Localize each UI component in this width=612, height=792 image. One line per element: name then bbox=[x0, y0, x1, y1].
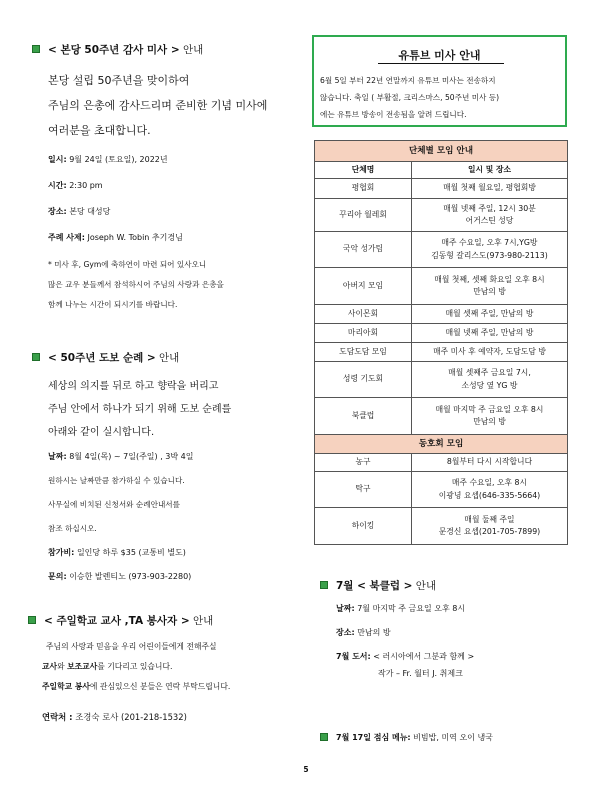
book-club-date-label: 날짜: bbox=[336, 604, 355, 613]
pilgrimage-detail-1: 원하시는 날짜만큼 참가하실 수 있습니다. bbox=[48, 476, 185, 485]
group-name: 마리아회 bbox=[315, 324, 412, 343]
pilgrimage-title bbox=[32, 350, 179, 365]
club-schedule bbox=[412, 454, 568, 472]
sunday-school-and: 와 bbox=[57, 662, 68, 671]
anniversary-date-value: 9월 24일 (토요일), 2022년 bbox=[69, 155, 168, 164]
sunday-school-contact bbox=[42, 711, 187, 723]
pilgrimage-detail-2: 사무실에 비치된 신청서와 순례안내서를 bbox=[48, 500, 180, 509]
anniversary-intro-1: 본당 설립 50주년을 맞이하여 bbox=[48, 74, 190, 87]
schedule-line: 매월 셋째 주일, 만남의 방 bbox=[445, 308, 534, 318]
anniversary-intro-3: 여러분을 초대합니다. bbox=[48, 124, 151, 137]
pilgrimage-title-text: < 50주년 도보 순례 > bbox=[48, 352, 156, 364]
anniversary-mass-title-suffix: 안내 bbox=[182, 44, 204, 56]
pilgrimage-date bbox=[48, 451, 193, 462]
anniversary-celebrant bbox=[48, 232, 183, 243]
group-schedule bbox=[412, 179, 568, 199]
group-schedule bbox=[412, 343, 568, 362]
schedule-line: 매주 미사 후 예약자, 도담도담 방 bbox=[433, 346, 546, 356]
group-name: 꾸리아 월레회 bbox=[315, 199, 412, 232]
schedule-line: 문경신 요셉(201-705-7899) bbox=[438, 527, 541, 536]
pilgrimage-date-value: 8월 4일(목) ~ 7일(주일) , 3박 4일 bbox=[69, 452, 194, 461]
group-schedule bbox=[412, 398, 568, 435]
schedule-line: 매월 둘째 주일 bbox=[464, 514, 515, 524]
sunday-school-line-3 bbox=[42, 681, 230, 692]
anniversary-time bbox=[48, 180, 103, 191]
group-name: 북클럽 bbox=[315, 398, 412, 435]
group-schedule bbox=[412, 362, 568, 398]
book-club-title bbox=[320, 578, 436, 593]
bullet-square-icon bbox=[320, 581, 328, 589]
sunday-school-teacher: 교사 bbox=[42, 662, 58, 671]
page-number: 5 bbox=[303, 765, 309, 774]
schedule-line: 어거스틴 성당 bbox=[465, 216, 514, 225]
pilgrimage-title-suffix: 안내 bbox=[159, 352, 180, 364]
club-name: 하이킹 bbox=[315, 508, 412, 545]
anniversary-celebrant-label: 주례 사제: bbox=[48, 233, 85, 242]
book-club-place-value: 만남의 방 bbox=[357, 628, 391, 637]
book-club-place-label: 장소: bbox=[336, 628, 355, 637]
lunch-menu-label: 7월 17일 점심 메뉴: bbox=[336, 733, 411, 742]
youtube-notice-line-2: 않습니다. 축일 ( 부활절, 크리스마스, 50주년 미사 등) bbox=[320, 93, 500, 102]
group-name: 아버지 모임 bbox=[315, 268, 412, 305]
schedule-line: 이광녕 요셉(646-335-5664) bbox=[438, 490, 541, 500]
sunday-school-line-1: 주님의 사랑과 믿음을 우리 어린이들에게 전해주실 bbox=[46, 642, 217, 651]
groups-table-header: 단체별 모임 안내 bbox=[315, 141, 568, 162]
sunday-school-contact-label: 연락처 : bbox=[42, 712, 73, 722]
anniversary-place-value: 본당 대성당 bbox=[69, 207, 111, 216]
anniversary-place bbox=[48, 206, 110, 217]
group-schedule bbox=[412, 324, 568, 343]
pilgrimage-date-label: 날짜: bbox=[48, 452, 67, 461]
pilgrimage-contact-label: 문의: bbox=[48, 572, 67, 581]
table-row bbox=[315, 305, 568, 324]
groups-schedule-table bbox=[314, 140, 568, 545]
pilgrimage-intro-3: 아래와 같이 실시합니다. bbox=[48, 427, 155, 438]
pilgrimage-fee-label: 참가비: bbox=[48, 548, 75, 557]
book-club-place bbox=[336, 627, 391, 638]
book-club-author: 작가 – Fr. 월터 J. 취제크 bbox=[378, 669, 463, 678]
club-header-row bbox=[315, 435, 568, 454]
anniversary-date bbox=[48, 154, 168, 165]
group-name: 도담도담 모임 bbox=[315, 343, 412, 362]
lunch-menu-value: 비빔밥, 미역 오이 냉국 bbox=[413, 733, 493, 742]
schedule-line: 매주 수요일, 오후 7시,YG방 bbox=[441, 238, 538, 247]
schedule-line: 매주 수요일, 오후 8시 bbox=[451, 478, 528, 487]
column-header-schedule: 일시 및 장소 bbox=[412, 162, 568, 179]
sunday-school-line-2 bbox=[42, 661, 172, 672]
table-row bbox=[315, 343, 568, 362]
anniversary-note-2: 많은 교우 분들께서 참석하시어 주님의 사랑과 은총을 bbox=[48, 280, 224, 289]
schedule-line: 김동형 갈리스도(973-980-2113) bbox=[431, 250, 548, 260]
bullet-square-icon bbox=[32, 353, 40, 361]
schedule-line: 소성당 옆 YG 방 bbox=[461, 380, 518, 390]
table-row bbox=[315, 398, 568, 435]
anniversary-celebrant-value: Joseph W. Tobin 추기경님 bbox=[87, 233, 183, 242]
club-table-header: 동호회 모임 bbox=[315, 435, 568, 454]
table-header-row bbox=[315, 141, 568, 162]
bullet-square-icon bbox=[320, 733, 328, 741]
group-name: 성령 기도회 bbox=[315, 362, 412, 398]
anniversary-place-label: 장소: bbox=[48, 207, 67, 216]
pilgrimage-fee bbox=[48, 547, 186, 558]
sunday-school-title-text: < 주일학교 교사 ,TA 봉사자 > bbox=[44, 615, 190, 627]
book-club-title-text: 7월 < 북클럽 > bbox=[336, 580, 413, 592]
sunday-school-title bbox=[28, 613, 213, 628]
anniversary-note-1: * 미사 후, Gym에 축하연이 마련 되어 있사오니 bbox=[48, 260, 207, 269]
club-name: 농구 bbox=[315, 454, 412, 472]
club-schedule bbox=[412, 508, 568, 545]
youtube-notice-box bbox=[312, 35, 567, 127]
youtube-title-underline bbox=[378, 63, 504, 64]
schedule-line: 만남의 방 bbox=[473, 417, 506, 426]
table-row bbox=[315, 508, 568, 545]
schedule-line: 매월 첫째, 셋째 화요일 오후 8시 bbox=[434, 274, 545, 284]
table-row bbox=[315, 472, 568, 508]
sunday-school-volunteer: 주일학교 봉사 bbox=[42, 682, 90, 691]
table-row bbox=[315, 179, 568, 199]
table-row bbox=[315, 324, 568, 343]
anniversary-mass-title bbox=[32, 42, 203, 57]
club-schedule bbox=[412, 472, 568, 508]
club-name: 탁구 bbox=[315, 472, 412, 508]
sunday-school-contact-value: 조경숙 로사 (201-218-1532) bbox=[75, 712, 187, 722]
table-row bbox=[315, 454, 568, 472]
anniversary-time-label: 시간: bbox=[48, 181, 67, 190]
sunday-school-line-2-rest: 를 기다리고 있습니다. bbox=[97, 662, 173, 671]
group-name: 평협회 bbox=[315, 179, 412, 199]
book-club-date bbox=[336, 603, 465, 614]
youtube-notice-body bbox=[320, 72, 560, 123]
youtube-notice-title: 유튜브 미사 안내 bbox=[398, 49, 481, 62]
schedule-line: 만남의 방 bbox=[473, 287, 506, 296]
anniversary-time-value: 2:30 pm bbox=[69, 181, 103, 190]
youtube-notice-line-1: 6월 5일 부터 22년 연말까지 유튜브 미사는 전송하지 bbox=[320, 76, 496, 85]
anniversary-note-3: 함께 나누는 시간이 되시기를 바랍니다. bbox=[48, 300, 178, 309]
table-column-row bbox=[315, 162, 568, 179]
anniversary-mass-title-text: < 본당 50주년 감사 미사 > bbox=[48, 44, 180, 56]
bullet-square-icon bbox=[32, 45, 40, 53]
anniversary-date-label: 일시: bbox=[48, 155, 67, 164]
youtube-notice-line-3: 에는 유튜브 방송이 전송됨을 알려 드립니다. bbox=[320, 110, 467, 119]
table-row bbox=[315, 232, 568, 268]
bullet-square-icon bbox=[28, 616, 36, 624]
schedule-line: 8월부터 다시 시작합니다 bbox=[446, 457, 533, 467]
book-club-book-value: < 러시아에서 그분과 함께 > bbox=[373, 652, 475, 661]
pilgrimage-detail-3: 참조 하십시오. bbox=[48, 524, 97, 533]
book-club-book bbox=[336, 651, 474, 662]
group-schedule bbox=[412, 305, 568, 324]
group-schedule bbox=[412, 268, 568, 305]
sunday-school-title-suffix: 안내 bbox=[192, 615, 214, 627]
book-club-title-suffix: 안내 bbox=[415, 580, 437, 592]
group-name: 사이몬회 bbox=[315, 305, 412, 324]
schedule-line: 매월 넷째 주일, 만남의 방 bbox=[445, 327, 534, 337]
sunday-school-line-3-rest: 에 관심있으신 분들은 연락 부탁드립니다. bbox=[89, 682, 231, 691]
sunday-school-assistant: 보조교사 bbox=[67, 662, 98, 671]
schedule-line: 매월 첫째 월요일, 평협회방 bbox=[443, 183, 536, 193]
table-row bbox=[315, 268, 568, 305]
anniversary-intro-2: 주님의 은총에 감사드리며 준비한 기념 미사에 bbox=[48, 99, 268, 112]
schedule-line: 매월 넷째 주일, 12시 30분 bbox=[443, 203, 536, 213]
pilgrimage-contact-value: 이승한 발렌티노 (973-903-2280) bbox=[69, 572, 192, 581]
book-club-date-value: 7월 마지막 주 금요일 오후 8시 bbox=[357, 604, 466, 613]
table-row bbox=[315, 362, 568, 398]
lunch-menu bbox=[320, 732, 493, 743]
table-row bbox=[315, 199, 568, 232]
group-name: 국악 성가팀 bbox=[315, 232, 412, 268]
schedule-line: 매월 셋째주 금요일 7시, bbox=[448, 368, 531, 377]
pilgrimage-fee-value: 일인당 하루 $35 (교통비 별도) bbox=[76, 548, 186, 557]
group-schedule bbox=[412, 199, 568, 232]
column-header-name: 단체명 bbox=[315, 162, 412, 179]
pilgrimage-contact bbox=[48, 571, 191, 582]
group-schedule bbox=[412, 232, 568, 268]
book-club-book-label: 7월 도서: bbox=[336, 652, 371, 661]
pilgrimage-intro-1: 세상의 의지를 뒤로 하고 향락을 버리고 bbox=[48, 381, 219, 392]
pilgrimage-intro-2: 주님 안에서 하나가 되기 위해 도보 순례를 bbox=[48, 404, 232, 415]
schedule-line: 매월 마지막 주 금요일 오후 8시 bbox=[435, 404, 544, 414]
